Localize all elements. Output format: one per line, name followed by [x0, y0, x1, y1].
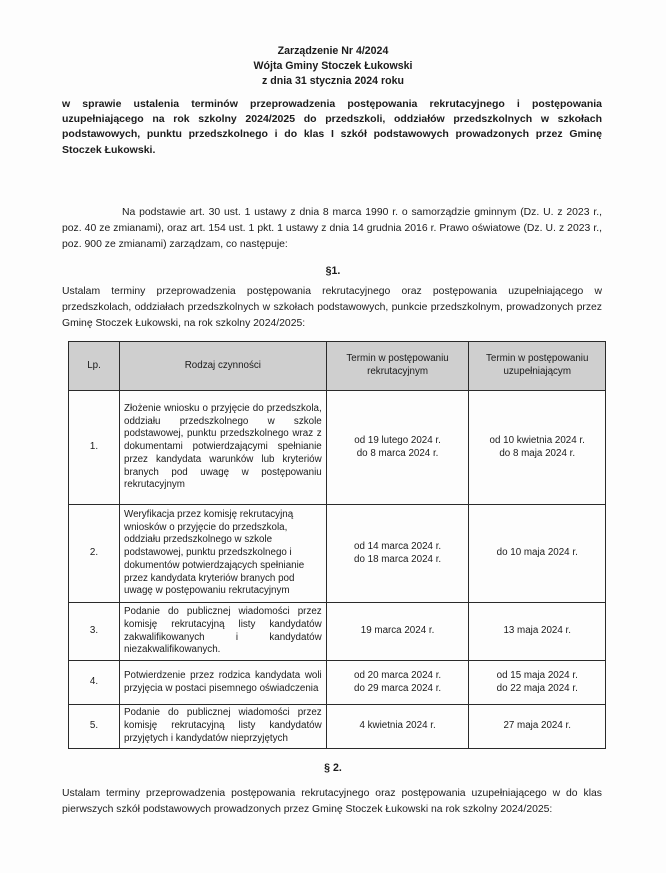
header-activity: Rodzaj czynności [120, 342, 327, 391]
activity-cell: Podanie do publicznej wiadomości przez komisję rekrutacyjną listy kandydatów zakwalifikowanych i kandydatów niezakwalifikowanych. [120, 603, 327, 661]
schedule-table [68, 341, 606, 749]
issue-date: z dnia 31 stycznia 2024 roku [262, 75, 404, 88]
section-2-intro: Ustalam terminy przeprowadzenia postępowania rekrutacyjnego oraz postępowania uzupełniającego w do klas pierwszych szkół podstawowych prowadzonych przez Gminę Stoczek Łukowski na rok szkolny 2024/2025: [62, 788, 602, 816]
recruitment-term-cell [326, 603, 469, 661]
table-row [69, 705, 606, 749]
term-line: do 8 maja 2024 r. [499, 447, 576, 459]
term-line: do 10 maja 2024 r. [496, 547, 578, 559]
term-line: 19 marca 2024 r. [360, 625, 435, 637]
supplementary-term-cell [469, 661, 606, 705]
table-row [69, 661, 606, 705]
term-line: do 22 maja 2024 r. [496, 682, 578, 694]
activity-cell: Podanie do publicznej wiadomości przez komisję rekrutacyjną listy kandydatów przyjętych i kandydatów nieprzyjętych [120, 705, 327, 749]
activity-cell: Weryfikacja przez komisję rekrutacyjną wniosków o przyjęcie do przedszkola, oddziału przedszkolnego w szkole podstawowej, punktu przedszkolnego i dokumentów potwierdzających spełnianie przez kandydata kryteriów branych pod uwagę w postępowaniu rekrutacyjnym [120, 505, 327, 603]
document-subject: w sprawie ustalenia terminów przeprowadzenia postępowania rekrutacyjnego i postępowania uzupełniającego na rok szkolny 2024/2025 do przedszkoli, oddziałów przedszkolnych w szkołach podstawowych, punktu przedszkolnego i do klas I szkół podstawowych prowadzonych przez Gminę Stoczek Łukowski. [62, 98, 602, 156]
term-line: 4 kwietnia 2024 r. [359, 720, 436, 732]
activity-cell: Potwierdzenie przez rodzica kandydata woli przyjęcia w postaci pisemnego oświadczenia [120, 661, 327, 705]
table-row [69, 603, 606, 661]
term-line: do 8 marca 2024 r. [356, 447, 439, 459]
row-number: 5. [69, 705, 120, 749]
issuing-authority: Wójta Gminy Stoczek Łukowski [253, 60, 413, 73]
row-number: 4. [69, 661, 120, 705]
section-2-heading: § 2. [324, 762, 342, 774]
term-line: do 29 marca 2024 r. [354, 682, 442, 694]
header-supplementary-term: Termin w postępowaniu uzupełniającym [469, 342, 606, 391]
recruitment-term-cell [326, 705, 469, 749]
table-row [69, 391, 606, 505]
header-recruitment-term: Termin w postępowaniu rekrutacyjnym [326, 342, 469, 391]
header-lp: Lp. [69, 342, 120, 391]
term-line: do 18 marca 2024 r. [354, 553, 442, 565]
term-line: od 15 maja 2024 r. [496, 669, 578, 681]
row-number: 1. [69, 391, 120, 505]
term-line: 13 maja 2024 r. [503, 625, 571, 637]
term-line: od 10 kwietnia 2024 r. [489, 434, 585, 446]
recruitment-term-cell [326, 505, 469, 603]
legal-basis: Na podstawie art. 30 ust. 1 ustawy z dnia 8 marca 1990 r. o samorządzie gminnym (Dz. U. z 2023 r., poz. 40 ze zmianami), oraz art. 154 ust. 1 pkt. 1 ustawy z dnia 14 grudnia 2016 r. Prawo oświatowe (Dz. U. z 2023 r., poz. 900 ze zmianami) zarządzam, co następuje: [62, 207, 602, 251]
table-row [69, 505, 606, 603]
supplementary-term-cell [469, 705, 606, 749]
supplementary-term-cell [469, 505, 606, 603]
supplementary-term-cell [469, 603, 606, 661]
table-header-row [69, 342, 606, 391]
recruitment-term-cell [326, 391, 469, 505]
supplementary-term-cell [469, 391, 606, 505]
activity-cell: Złożenie wniosku o przyjęcie do przedszkola, oddziału przedszkolnego w szkole podstawowej, punktu przedszkolnego wraz z dokumentami potwierdzającymi spełnianie przez kandydata warunków lub kryteriów branych pod uwagę w postępowaniu rekrutacyjnym [120, 391, 327, 505]
section-1-intro: Ustalam terminy przeprowadzenia postępowania rekrutacyjnego oraz postępowania uzupełniającego w przedszkolach, oddziałach przedszkolnych w szkołach podstawowych, punkcie przedszkolnym, prowadzonych przez Gminę Stoczek Łukowski, na rok szkolny 2024/2025: [62, 286, 602, 330]
section-1-heading: §1. [325, 265, 341, 277]
term-line: od 19 lutego 2024 r. [354, 434, 441, 446]
document-header [0, 44, 666, 89]
term-line: od 20 marca 2024 r. [354, 669, 442, 681]
term-line: od 14 marca 2024 r. [354, 540, 442, 552]
row-number: 3. [69, 603, 120, 661]
term-line: 27 maja 2024 r. [503, 720, 571, 732]
row-number: 2. [69, 505, 120, 603]
ordinance-number: Zarządzenie Nr 4/2024 [277, 45, 389, 57]
recruitment-term-cell [326, 661, 469, 705]
